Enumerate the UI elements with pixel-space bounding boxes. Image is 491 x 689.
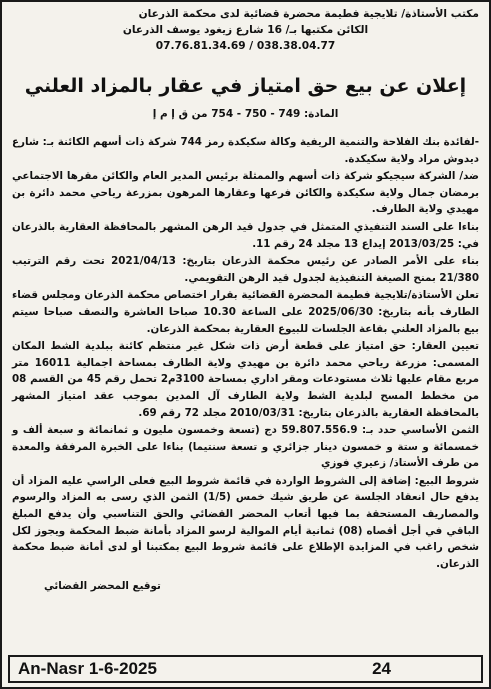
- property-description-paragraph: تعيين العقار: حق امتياز على قطعة أرض ذات شكل غير منتظم كائنة ببلدية الشط المكان المسمى: مزرعة رياحي محمد دائرة بن مهيدي ولاية الطارف بمساحة اجمالية 16011 متر مربع مقام عليها ثلاث مستودعات ومقر اداري بمساحة 3100م2 تحمل رقم 45 من القسم 08 من مخطط المسح لبلدية الشط ولاية الطارف آل المدين بموجب عقد امتياز المشهر بالمحافظة العقارية بالذرعان بتاريخ: 2010/03/31 مجلد 72 رقم 69.: [12, 340, 479, 419]
- defendant-paragraph: ضد/ الشركة سيجيكو شركة ذات أسهم والممثلة برئيس المدير العام والكائن مقرها الاجتماعي برمضان جمال ولاية سكيكدة والكائن فرعها وعقارها المرهون بمزرعة رياحي محمد دائرة بن مهيدي ولاية الطارف.: [12, 170, 479, 216]
- sale-announcement-paragraph: تعلن الأستاذة/تلايجية فطيمة المحضرة القضائية بقرار اختصاص محكمة الذرعان ومجلس قضاء الطارف بأنه بتاريخ: 2025/06/30 على الساعة 10.30 صباحا العاشرة والنصف صباحا سيتم بيع بالمزاد العلني بقاعة الجلسات للبيوع العقارية بمحكمة الذرعان.: [12, 289, 479, 335]
- newspaper-name-date: An-Nasr 1-6-2025: [18, 659, 157, 678]
- office-phones: 038.38.04.77 / 07.76.81.34.69: [155, 40, 336, 52]
- court-order-paragraph: بناء على الأمر الصادر عن رئيس محكمة الذرعان بتاريخ: 2021/04/13 تحت رقم الترتيب 21/380 بمنح الصيغة التنفيذية لجدول قيد الرهن التقويمي.: [12, 255, 479, 284]
- beneficiary-paragraph: -لفائدة بنك الفلاحة والتنمية الريفية وكالة سكيكدة رمز 744 شركة ذات أسهم الكائنة بـ: شارع ديدوش مراد ولاية سكيكدة.: [12, 136, 479, 165]
- bailiff-signature: توقيع المحضر القضائي: [44, 580, 161, 593]
- base-price-paragraph: الثمن الأساسي حدد بـ: 59.807.556.9 دج (تسعة وخمسون مليون و ثمانمائة و سبعة ألف و خمسمائة و ستة و خمسون دينار جزائري و تسعة سنتيما) بناءا على الخبرة المرفقة والمعدة من طرف الأستاذ/ زعيري فوزي: [12, 424, 479, 470]
- office-header-line: مكتب الأستاذة/ تلايجية فطيمة محضرة قضائية لدى محكمة الذرعان: [138, 8, 479, 20]
- announcement-content: [12, 6, 479, 592]
- announcement-title: إعلان عن بيع حق امتياز في عقار بالمزاد العلني: [24, 75, 467, 97]
- newspaper-footer: [8, 655, 483, 683]
- sale-conditions-paragraph: شروط البيع: إضافة إلى الشروط الواردة في قائمة شروط البيع فعلى الراسي عليه المزاد أن يدفع حال انعقاد الجلسة عن طريق شيك خمس (1/5) الثمن الذي رسى به المزاد والرسوم والمصاريف المستحقة بما فيها أتعاب المحضر القضائي والحق التناسبي وأن يدفع المبلغ الباقي في أجل أقصاه (08) ثمانية أيام الموالية لرسو المزاد بأمانة ضبط المحكمة ويجوز لكل شخص راغب في المزايدة الإطلاع على قائمة شروط البيع بمكتبنا أو لدى أمانة ضبط محكمة الذرعان.: [12, 474, 479, 570]
- enforcement-title-paragraph: بناءا على السند التنفيذي المتمثل في جدول قيد الرهن المشهر بالمحافظة العقارية بالذرعان في: 2013/03/25 إيداع 13 مجلد 24 رقم 11.: [12, 220, 479, 250]
- legal-articles: المادة: 749 - 750 - 754 من ق إ م إ: [152, 108, 339, 120]
- announcement-body: [12, 134, 479, 572]
- page-number: 24: [372, 659, 391, 678]
- office-address: الكائن مكتبها بـ/ 16 شارع زيغود يوسف الذرعان: [122, 24, 369, 36]
